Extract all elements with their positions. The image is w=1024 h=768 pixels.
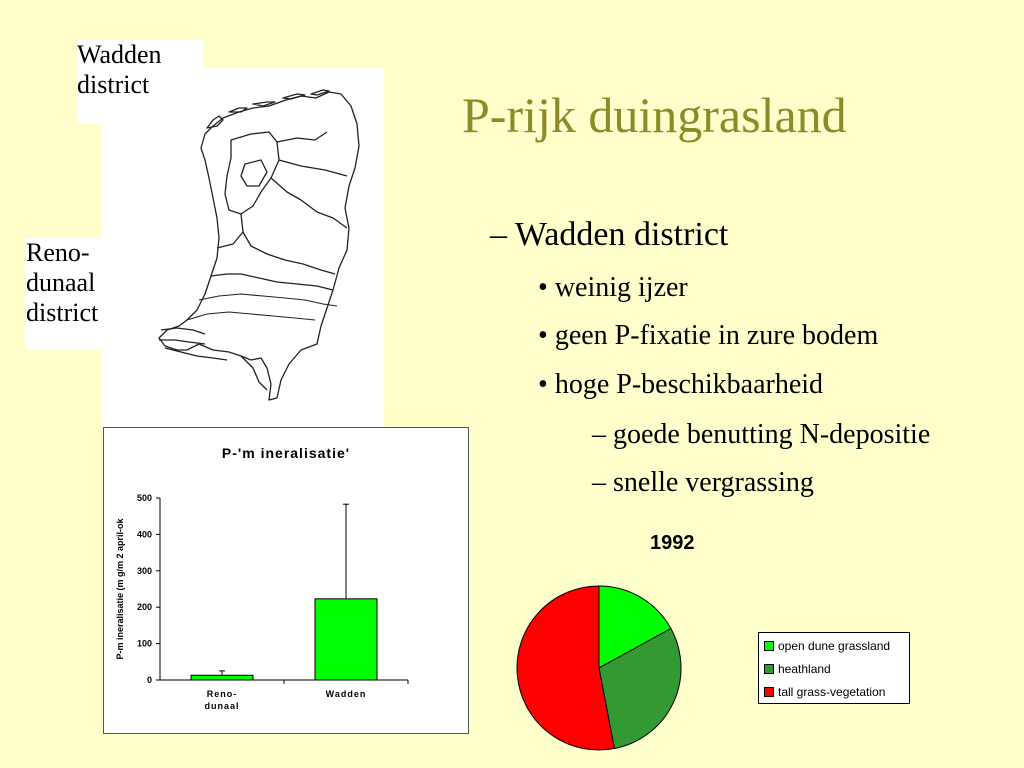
bullet-text: goede benutting N-depositie	[613, 419, 931, 450]
bar	[191, 675, 253, 680]
label-wadden-district	[77, 40, 203, 124]
bullet-6	[592, 467, 814, 499]
y-axis-label: P-m ineralisatie (m g/m 2 april-ok	[115, 518, 125, 660]
label-line: Wadden	[77, 40, 162, 69]
bullet-marker: –	[592, 419, 606, 450]
bullet-marker: •	[538, 320, 548, 351]
bullet-text: hoge P-beschikbaarheid	[554, 369, 824, 400]
bullet-text: geen P-fixatie in zure bodem	[554, 320, 879, 351]
bullet-marker: •	[538, 272, 548, 303]
pie-chart-svg	[510, 582, 690, 752]
y-tick-label: 200	[136, 602, 152, 613]
bullet-marker: –	[490, 216, 507, 253]
bar-chart-svg	[104, 428, 468, 733]
bullet-5	[592, 419, 930, 451]
bar-chart	[103, 427, 469, 734]
label-line: district	[77, 70, 150, 99]
legend-swatch	[764, 687, 774, 697]
legend-swatch	[764, 641, 774, 651]
bullet-1	[490, 216, 728, 254]
bullet-marker: •	[538, 369, 548, 400]
y-tick-label: 400	[136, 529, 152, 540]
bullet-3	[538, 320, 878, 352]
bullet-text: Wadden district	[514, 216, 729, 253]
bullet-marker: –	[592, 467, 606, 498]
label-renodunaal-district	[26, 238, 120, 350]
legend-swatch	[764, 664, 774, 674]
slide-title: P-rijk duingrasland	[462, 87, 847, 143]
y-tick-label: 0	[146, 675, 152, 685]
pie-chart	[510, 582, 690, 752]
x-tick-label: Wadden	[325, 689, 367, 699]
legend-item	[764, 638, 890, 654]
legend-label: tall grass-vegetation	[778, 685, 886, 699]
pie-legend	[758, 632, 910, 704]
label-line: district	[26, 298, 99, 327]
legend-label: open dune grassland	[778, 639, 891, 653]
bullet-2	[538, 272, 688, 304]
bullet-text: snelle vergrassing	[613, 467, 814, 498]
x-tick-label: Reno-	[206, 689, 238, 699]
bullet-text: weinig ijzer	[554, 272, 688, 303]
label-line: dunaal	[26, 268, 96, 297]
label-line: Reno-	[26, 238, 90, 267]
y-tick-label: 100	[136, 638, 152, 649]
bullet-4	[538, 369, 823, 401]
legend-item	[764, 661, 831, 677]
y-tick-label: 500	[136, 493, 152, 503]
bar-chart-title: P-'m ineralisatie'	[221, 445, 351, 461]
y-tick-label: 300	[136, 565, 152, 576]
pie-chart-title: 1992	[650, 532, 695, 554]
bar	[315, 599, 377, 680]
legend-item	[764, 684, 885, 700]
x-tick-label: dunaal	[204, 701, 240, 711]
legend-label: heathland	[778, 662, 831, 676]
